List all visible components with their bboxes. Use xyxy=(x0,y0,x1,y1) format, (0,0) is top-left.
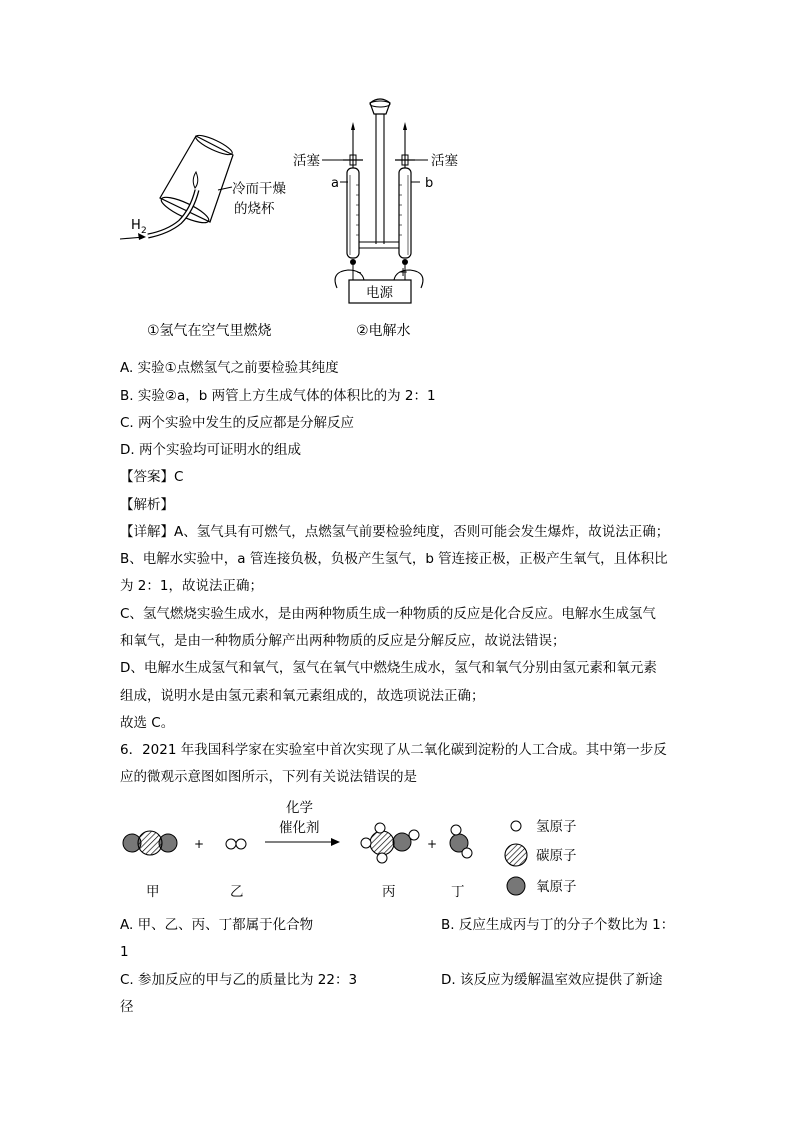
q5-analysis-line: 为 2：1，故说法正确； xyxy=(120,578,263,594)
q5-analysis-line: D、电解水生成氢气和氧气，氢气在氧气中燃烧生成水，氢气和氧气分别由氢元素和氧元素 xyxy=(120,660,657,676)
q5-analysis-line: B、电解水实验中，a 管连接负极，负极产生氢气，b 管连接正极，正极产生氧气，且体积比 xyxy=(120,551,668,567)
molecule-bing xyxy=(361,823,419,863)
q5-option-b: B. 实验②a，b 两管上方生成气体的体积比的为 2：1 xyxy=(120,388,436,404)
q5-analysis-line: 组成，说明水是由氢元素和氧元素组成的，故选项说法正确； xyxy=(120,688,485,704)
q6-stem-line2: 应的微观示意图如图所示，下列有关说法错误的是 xyxy=(120,769,417,785)
q5-option-a: A. 实验①点燃氢气之前要检验其纯度 xyxy=(120,360,339,376)
plus-sign-2: + xyxy=(427,837,438,851)
tube-b-label: b xyxy=(425,176,434,191)
tube-a-label: a xyxy=(331,176,339,191)
beaker-label-line1: 冷而干燥 xyxy=(232,181,286,197)
q6-option-b-line2: 1 xyxy=(120,944,129,960)
molecule-name-jia: 甲 xyxy=(146,884,160,900)
legend-carbon-label: 碳原子 xyxy=(536,848,577,864)
reaction-arrow xyxy=(265,838,340,846)
q6-option-a: A. 甲、乙、丙、丁都属于化合物 xyxy=(120,917,314,933)
power-source-label: 电源 xyxy=(366,285,393,301)
legend-carbon-atom-icon xyxy=(505,844,527,866)
q5-option-d: D. 两个实验均可证明水的组成 xyxy=(120,442,301,458)
caption-electrolysis: ②电解水 xyxy=(356,323,411,339)
molecule-jia xyxy=(123,831,177,855)
molecule-ding xyxy=(450,825,472,858)
electrolysis-apparatus xyxy=(322,99,428,303)
catalyst-label-line2: 催化剂 xyxy=(279,820,320,836)
h2-label: H xyxy=(131,218,141,233)
q5-analysis-line: 和氧气，是由一种物质分解产出两种物质的反应是分解反应，故说法错误； xyxy=(120,633,566,649)
molecule-name-yi: 乙 xyxy=(230,884,244,900)
q5-analysis-title: 【解析】 xyxy=(120,497,174,513)
molecule-name-ding: 丁 xyxy=(451,884,465,900)
q6-stem-line1: 6．2021 年我国科学家在实验室中首次实现了从二氧化碳到淀粉的人工合成。其中第一步反 xyxy=(120,742,667,758)
q6-option-d-line1: D. 该反应为缓解温室效应提供了新途 xyxy=(441,972,663,988)
q5-analysis-line: C、氢气燃烧实验生成水，是由两种物质生成一种物质的反应是化合反应。电解水生成氢气 xyxy=(120,606,656,622)
reaction-diagram xyxy=(0,790,794,905)
legend-hydrogen-atom-icon xyxy=(511,821,521,831)
stopcock-left-label: 活塞 xyxy=(293,153,320,169)
legend-oxygen-atom-icon xyxy=(507,877,525,895)
h2-subscript: 2 xyxy=(141,226,147,236)
experiment-figure xyxy=(0,0,794,345)
q6-option-d-line2: 径 xyxy=(120,999,134,1015)
q5-option-c: C. 两个实验中发生的反应都是分解反应 xyxy=(120,415,355,431)
q5-analysis-line: 【详解】A、氢气具有可燃气，点燃氢气前要检验纯度，否则可能会发生爆炸，故说法正确； xyxy=(120,524,670,540)
plus-sign-1: + xyxy=(194,837,205,851)
q5-analysis-line: 故选 C。 xyxy=(120,715,175,731)
plus-terminal-label: + xyxy=(398,265,409,279)
molecule-yi xyxy=(226,839,246,849)
legend-hydrogen-label: 氢原子 xyxy=(536,819,577,835)
beaker-label-line2: 的烧杯 xyxy=(234,201,275,217)
molecule-name-bing: 丙 xyxy=(382,884,396,900)
legend-oxygen-label: 氧原子 xyxy=(536,879,577,895)
caption-hydrogen-burning: ①氢气在空气里燃烧 xyxy=(147,323,272,339)
minus-terminal-label: - xyxy=(357,265,362,279)
stopcock-right-label: 活塞 xyxy=(431,153,458,169)
q5-answer: 【答案】C xyxy=(120,469,184,485)
catalyst-label-line1: 化学 xyxy=(286,800,313,816)
q6-option-c: C. 参加反应的甲与乙的质量比为 22：3 xyxy=(120,972,358,988)
q6-option-b-line1: B. 反应生成丙与丁的分子个数比为 1： xyxy=(441,917,675,933)
